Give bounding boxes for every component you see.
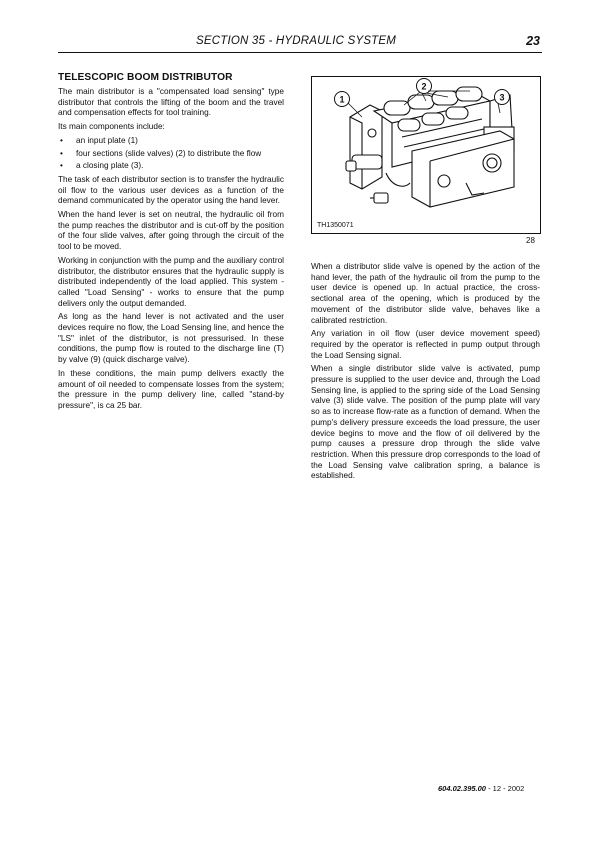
section-title: SECTION 35 - HYDRAULIC SYSTEM — [196, 35, 397, 47]
paragraph-task: The task of each distributor section is to transfer the hydraulic oil flow to the various user devices as a function of the demand communicated by the operator using the hand lever. — [58, 174, 284, 206]
figure-code: TH1350071 — [317, 222, 354, 229]
page-number: 23 — [526, 34, 540, 48]
paragraph-single-valve: When a single distributor slide valve is activated, pump pressure is supplied to the user device and, through the Load Sensing line, is applied to the spring side of the Load Sensing valve (3) slide valve. The position of the pump plate will vary so as to increase flow-rate as a function of demand. When the pump's delivery pressure exceeds the load pressure, the user device begins to move and the flow of oil delivered by the pump causes a pressure drop through the slide valve restriction. When this pressure drop corresponds to the load of the Load Sensing valve calibration spring, a balance is established. — [311, 364, 540, 481]
bullet: • — [60, 148, 63, 158]
document-code: 604.02.395.00 — [438, 784, 486, 793]
distributor-illustration — [312, 77, 540, 233]
bullet: • — [60, 135, 63, 145]
paragraph-intro: The main distributor is a "compensated load sensing" type distributor that controls the lifting of the boom and the travel and compensation effects for tool training. — [58, 87, 284, 118]
left-column — [58, 72, 284, 415]
right-column — [311, 262, 540, 485]
paragraph-components: Its main components include: — [58, 122, 165, 132]
callout-1: 1 — [339, 94, 345, 105]
paragraph-load-sensing: Working in conjunction with the pump and the auxiliary control distributor, the distributor ensures that the hydraulic supply is distributed independently of the load applied. This system - called "Load Sensing" - works to ensure that the pump delivers only the output demanded. — [58, 255, 284, 308]
list-item: • a closing plate (3). — [60, 161, 144, 171]
callout-3: 3 — [499, 92, 505, 103]
paragraph-standby: In these conditions, the main pump delivers exactly the amount of oil needed to compensate losses from the system; the pressure in the pump delivery line, called "stand-by pressure", is ca 25 bar. — [58, 368, 284, 410]
page-footer — [438, 784, 524, 793]
paragraph-flow-variation: Any variation in oil flow (user device movement speed) required by the operator is reflected in pump output through the Load Sensing signal. — [311, 329, 540, 360]
figure-number: 28 — [526, 236, 535, 245]
article-title: TELESCOPIC BOOM DISTRIBUTOR — [58, 72, 233, 83]
component-list — [58, 136, 284, 172]
callout-2: 2 — [421, 81, 427, 92]
distributor-figure — [311, 76, 541, 234]
paragraph-neutral: When the hand lever is set on neutral, the hydraulic oil from the pump reaches the distributor and is cut-off by the position of the four slide valves, after going through the circuit of the tool to be moved. — [58, 210, 284, 252]
paragraph-not-activated: As long as the hand lever is not activated and the user devices require no flow, the Load Sensing line, and hence the "LS" inlet of the distributor, is not pressurised. In these conditions, the pump flow is routed to the discharge line (T) by valve (9) (quick discharge valve). — [58, 312, 284, 365]
list-item: • four sections (slide valves) (2) to distribute the flow — [60, 148, 262, 158]
page-header — [58, 32, 542, 53]
list-item: • an input plate (1) — [60, 135, 138, 145]
document-date: - 12 - 2002 — [488, 784, 525, 793]
paragraph-slide-opened: When a distributor slide valve is opened by the action of the hand lever, the path of the hydraulic oil from the pump to the user device is opened up. In actual practice, the cross-sectional area of the opening, which is produced by the movement of the distributor slide valve, behaves like a calibrated restriction. — [311, 262, 540, 325]
bullet: • — [60, 161, 63, 171]
